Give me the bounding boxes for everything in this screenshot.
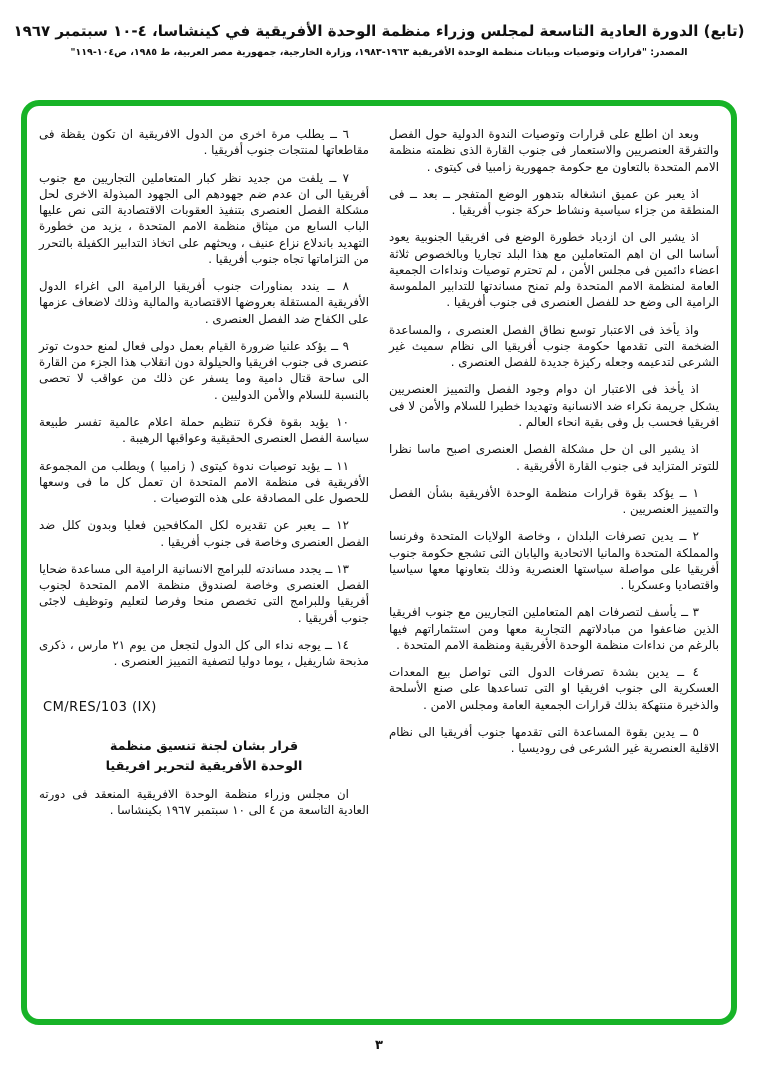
resolution-item-8: ٨ ــ يندد بمناورات جنوب أفريقيا الرامية الى اغراء الدول الأفريقية المستقلة بعروضها الاقتصادية والمالية وذلك لاضعاف عزمها على الكفاح ضد الفصل العنصرى . [39, 279, 369, 326]
paragraph-preamble-2: اذ يعبر عن عميق انشغاله بتدهور الوضع المتفجر ــ بعد ــ فى المنطقة من جزاء سياسية ونشاط حركة جنوب أفريقيا . [389, 186, 719, 218]
resolution-item-13: ١٣ ــ يجدد مساندته للبرامج الانسانية الرامية الى مساعدة ضحايا الفصل العنصرى وخاصة لصندوق منظمة الامم المتحدة لجنوب أفريقيا وللبرامج التى تخصص منحا وفرصا لتعليم وتوظيف لاجئى جنوب أفريقيا . [39, 561, 369, 625]
resolution-item-5: ٥ ــ يدين بقوة المساعدة التى تقدمها جنوب أفريقيا الى نظام الاقلية العنصرية غير الشرعى فى روديسيا . [389, 724, 719, 756]
resolution-item-12: ١٢ ــ يعبر عن تقديره لكل المكافحين فعليا وبدون كلل ضد الفصل العنصرى وخاصة فى جنوب أفريقيا . [39, 518, 369, 549]
two-column-layout [39, 126, 719, 1019]
resolution-title-line1: قرار بشان لجنة تنسيق منظمة [109, 739, 299, 755]
resolution-item-3: ٣ ــ يأسف لتصرفات اهم المتعاملين التجاريين مع جنوب افريقيا الذين ضاعفوا من مبادلاتهم التجارية معها ومن استثماراتهم فيها بالرغم من نداءات منظمة الوحدة الأفريقية ومنظمة الامم المتحدة . [389, 605, 719, 652]
header-session-title: (تابع) الدورة العادية التاسعة لمجلس وزراء منظمة الوحدة الأفريقية في كينشاسا، ٤-١٠ سبتمبر ١٩٦٧ [13, 22, 745, 40]
resolution-item-14: ١٤ ــ يوجه نداء الى كل الدول لتجعل من يوم ٢١ مارس ، ذكرى مذبحة شاريفيل ، يوما دوليا لتصفية التمييز العنصرى . [39, 637, 369, 669]
resolution-title-line2: الوحدة الأفريقية لتحرير افريقيا [105, 758, 303, 774]
resolution-item-9: ٩ ــ يؤكد علنيا ضرورة القيام بعمل دولى فعال لمنع حدوث توتر عنصرى فى جنوب افريقيا والحيلولة دون انقلاب هذا الجزء من القارة الى ساحة قتال دامية وما يسفر عن ذلك من عواقب لا تحصى بالنسبة للسلام والأمن الدوليين . [39, 338, 369, 402]
paragraph-preamble-4: واذ يأخذ فى الاعتبار توسع نطاق الفصل العنصرى ، والمساعدة الضخمة التى تقدمها حكومة جنوب أفريقيا الى نظام سميث غير الشرعى لتدعيمه وجعله ركيزة جديدة للفصل العنصرى . [389, 322, 719, 370]
resolution-item-4: ٤ ــ يدين بشدة تصرفات الدول التى تواصل بيع المعدات العسكرية الى جنوب افريقيا او التى تساعدها على صنع الأسلحة والذخيرة منتهكة بذلك قرارات الجمعية العامة ومجلس الامن . [389, 665, 719, 712]
resolution-item-7: ٧ ــ يلفت من جديد نظر كبار المتعاملين التجاريين مع جنوب أفريقيا الى ان عدم ضم جهودهم الى الجهود المبذولة الاخرى لحل مشكلة الفصل العنصرى بتنفيذ العقوبات الاقتصادية التى نص عليها الباب السابع من ميثاق منظمة الامم المتحدة ، يزيد من خطورة التهديد باندلاع نزاع عنيف ، ويحثهم على اتخاذ التدابير الكفيلة بالتحرر من التزاماتها تجاه جنوب أفريقيا . [39, 170, 369, 266]
paragraph-preamble-5: اذ يأخذ فى الاعتبار ان دوام وجود الفصل والتمييز العنصريين يشكل جريمة نكراء ضد الانسانية وتهديدا خطيرا للسلام والأمن لا فى افريقيا فحسب بل وفى بقية انحاء العالم . [389, 382, 719, 429]
paragraph-preamble-6: اذ يشير الى ان حل مشكلة الفصل العنصرى اصبح ماسا نظرا للتوتر المتزايد فى جنوب القارة الأفريقية . [389, 442, 719, 473]
paragraph-preamble-3: اذ يشير الى ان ازدياد خطورة الوضع فى افريقيا الجنوبية يعود أساسا الى ان اهم المتعاملين مع هذا البلد تجاريا وبالخصوص ثلاثة اعضاء دائمين فى مجلس الأمن ، لم تحترم توصيات ونداءات الجمعية العامة لمنظمة الامم المتحدة ولم تمنح مساندتها للتدابير الملموسة الرامية الى وضع حد للفصل العنصرى فى جنوب أفريقيا . [389, 230, 719, 310]
header-source-line: المصدر: "قرارات وتوصيات وبيانات منظمة الوحدة الأفريقية ١٩٦٣-١٩٨٣، وزارة الخارجية، جمهورية مصر العربية، ط ١٩٨٥، ص١٠٤-١١٩" [70, 47, 688, 58]
right-column [389, 126, 719, 1019]
resolution-title [39, 737, 369, 775]
resolution-item-10: ١٠ يؤيد بقوة فكرة تنظيم حملة اعلام عالمية تفسر طبيعة سياسة الفصل العنصرى الحقيقية وعواقبها الرهيبة . [39, 414, 369, 446]
resolution-item-1: ١ ــ يؤكد بقوة قرارات منظمة الوحدة الأفريقية بشأن الفصل والتمييز العنصريين . [389, 485, 719, 517]
content-frame [21, 100, 737, 1025]
resolution-code: CM/RES/103 (IX) [43, 700, 157, 716]
closing-paragraph: ان مجلس وزراء منظمة الوحدة الافريقية المنعقد فى دورته العادية التاسعة من ٤ الى ١٠ سبتمبر ١٩٦٧ بكينشاسا . [39, 786, 369, 818]
document-header [0, 0, 758, 58]
resolution-item-6: ٦ ــ يطلب مرة اخرى من الدول الافريقية ان تكون يقظة فى مقاطعاتها لمنتجات جنوب أفريقيا . [39, 127, 369, 158]
page-number: ٣ [375, 1038, 383, 1053]
left-column [39, 126, 369, 1019]
paragraph-preamble-1: وبعد ان اطلع على قرارات وتوصيات الندوة الدولية حول الفصل والتفرقة العنصريين والاستعمار فى جنوب القارة الذى نظمته منظمة الامم المتحدة بالتعاون مع حكومة جمهورية زامبيا فى كيتوى . [389, 127, 719, 174]
resolution-item-11: ١١ ــ يؤيد توصيات ندوة كيتوى ( زامبيا ) ويطلب من المجموعة الأفريقية فى منظمة الامم المتحدة ان تعمل كل ما فى وسعها للحصول على المصادقة على هذه التوصيات . [39, 458, 369, 506]
resolution-item-2: ٢ ــ يدين تصرفات البلدان ، وخاصة الولايات المتحدة وفرنسا والمملكة المتحدة والمانيا الاتحادية واليابان التى تشجع حكومة جنوب أفريقيا على مواصلة سياستها العنصرية وذلك بتعاونها معها سياسيا واقتصاديا وعسكريا . [389, 529, 719, 593]
